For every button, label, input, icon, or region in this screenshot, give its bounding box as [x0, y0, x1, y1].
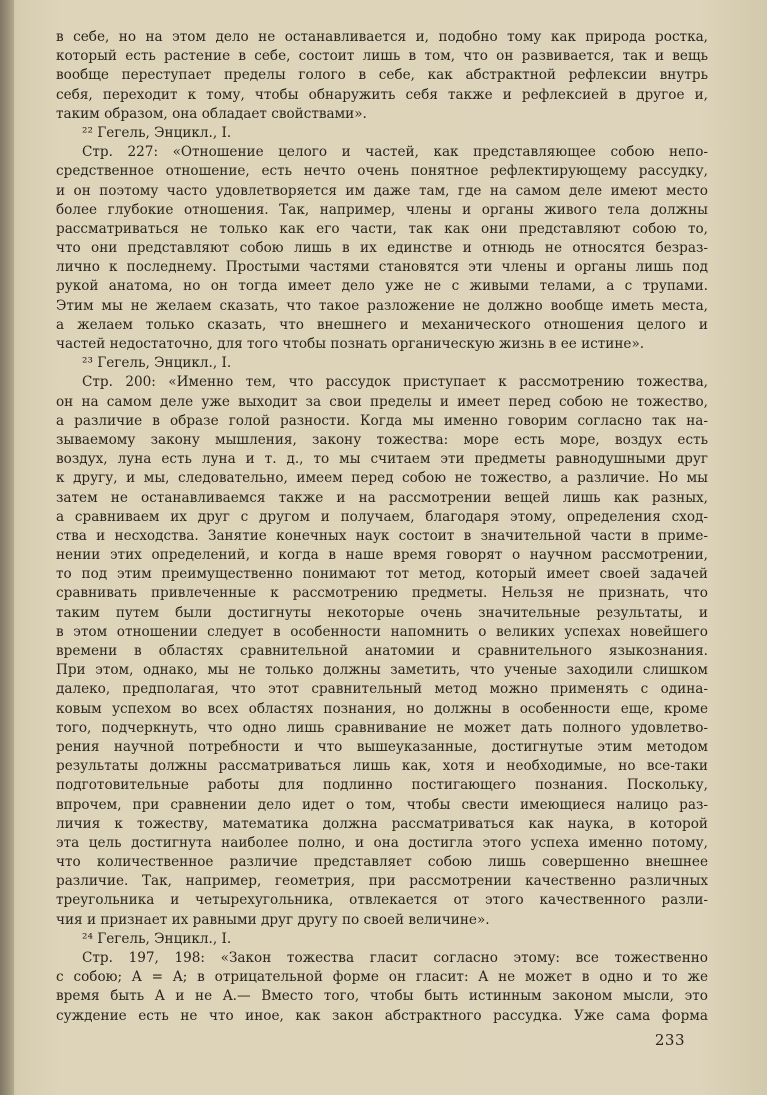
text-line: лично к последнему. Простыми частями становятся эти члены и органы лишь под [56, 259, 708, 276]
text-line: нении этих определений, и когда в наше время говорят о научном рассмотрении, [56, 547, 708, 564]
text-line: далеко, предполагая, что этот сравнительный метод можно применять с одина- [56, 681, 708, 698]
footnote-reference: ²⁴ Гегель, Энцикл., I. [82, 930, 232, 947]
text-line: суждение есть не что иное, как закон абстрактного рассудка. Уже сама форма [56, 1007, 708, 1024]
text-line: личия к тожеству, математика должна рассматриваться как наука, в которой [56, 815, 708, 832]
text-line: При этом, однако, мы не только должны заметить, что ученые заходили слишком [56, 662, 708, 679]
text-line: эта цель достигнута наиболее полно, и она достигла этого успеха именно потому, [56, 834, 708, 851]
text-line: различие. Так, например, геометрия, при рассмотрении качественно различных [56, 873, 708, 890]
text-line: Стр. 227: «Отношение целого и частей, как представляющее собою непо- [82, 144, 708, 161]
footnote-reference: ²³ Гегель, Энцикл., I. [82, 355, 232, 372]
text-line: средственное отношение, есть нечто очень понятное рефлектирующему рассудку, [56, 163, 708, 180]
text-line: к другу, и мы, следовательно, имеем перед собою не тожество, а различие. Но мы [56, 470, 708, 487]
text-line: рукой анатома, но он тогда имеет дело уже не с живыми телами, а с трупами. [56, 278, 708, 295]
text-line: впрочем, при сравнении дело идет о том, чтобы свести имеющиеся налицо раз- [56, 796, 708, 813]
page-number: 233 [654, 1031, 685, 1049]
text-line: ковым успехом во всех областях познания, но должны в особенности еще, кроме [56, 700, 708, 717]
text-line: Этим мы не желаем сказать, что такое разложение не должно вообще иметь места, [56, 297, 708, 314]
text-line: результаты должны рассматриваться лишь как, хотя и необходимые, но все-таки [56, 758, 708, 775]
text-line: время быть A и не A.— Вместо того, чтобы быть истинным законом мысли, это [56, 988, 708, 1005]
text-line: и он поэтому часто удовлетворяется им даже там, где на самом деле имеют место [56, 182, 708, 199]
text-line: частей недостаточно, для того чтобы познать органическую жизнь в ее истине». [56, 336, 645, 352]
text-line: подготовительные работы для подлинно постигающего познания. Поскольку, [56, 777, 708, 794]
text-line: с собою; A = A; в отрицательной форме он гласит: A не может в одно и то же [56, 969, 708, 986]
text-line: таким образом, она обладает свойствами». [56, 105, 367, 122]
text-line: таким путем были достигнуты некоторые очень значительные результаты, и [56, 604, 708, 621]
text-line: а желаем только сказать, что внешнего и механического отношения целого и [56, 316, 708, 333]
text-line: то под этим преимущественно понимают тот метод, который имеет своей задачей [56, 566, 708, 583]
text-line: времени в областях сравнительной анатомии и сравнительного языкознания. [56, 643, 708, 659]
text-line: что они представляют собою лишь в их единстве и отнюдь не относятся безраз- [56, 240, 708, 257]
text-line: а сравниваем их друг с другом и получаем, благодаря этому, определения сход- [56, 508, 708, 525]
text-line: того, подчеркнуть, что одно лишь сравнивание не может дать полного удовлетво- [56, 719, 708, 736]
text-line: Стр. 200: «Именно тем, что рассудок приступает к рассмотрению тожества, [82, 374, 708, 391]
page-spine-shadow [0, 0, 14, 1095]
text-line: Стр. 197, 198: «Закон тожества гласит согласно этому: все тожественно [82, 950, 708, 966]
text-line: в этом отношении следует в особенности напомнить о великих успехах новейшего [56, 623, 708, 640]
text-line: который есть растение в себе, состоит лишь в том, что он развивается, так и вещь [56, 48, 708, 65]
text-line: рения научной потребности и что вышеуказанные, достигнутые этим методом [56, 738, 708, 755]
text-line: более глубокие отношения. Так, например, члены и органы живого тела должны [56, 201, 708, 218]
text-line: что количественное различие представляет собою лишь совершенно внешнее [56, 854, 708, 871]
text-line: треугольника и четырехугольника, отвлекается от этого качественного разли- [56, 892, 708, 909]
text-line: рассматриваться не только как его части, так как они представляют собою то, [56, 220, 708, 237]
text-line: а различие в образе голой разности. Когда мы именно говорим согласно так на- [56, 412, 708, 429]
text-line: вообще переступает пределы голого в себе, как абстрактной рефлексии внутрь [56, 67, 708, 84]
text-line: ства и несходства. Занятие конечных наук состоит в значительной части в приме- [56, 527, 708, 544]
footnote-reference: ²² Гегель, Энцикл., I. [82, 124, 232, 141]
text-line: в себе, но на этом дело не останавливается и, подобно тому как природа ростка, [56, 29, 708, 45]
page-text [56, 28, 708, 1026]
text-line: сравнивать привлеченные к рассмотрению предметы. Нельзя не признать, что [56, 585, 708, 602]
text-line: чия и признает их равными друг другу по своей величине». [56, 911, 490, 928]
text-line: затем не останавливаемся также и на рассмотрении вещей лишь как разных, [56, 489, 708, 506]
text-line: себя, переходит к тому, чтобы обнаружить себя также и рефлексией в другое и, [56, 86, 708, 103]
text-line: зываемому закону мышления, закону тожества: море есть море, воздух есть [56, 431, 708, 448]
text-line: воздух, луна есть луна и т. д., то мы считаем эти предметы равнодушными друг [56, 451, 708, 468]
text-line: он на самом деле уже выходит за свои пределы и имеет перед собою не тожество, [56, 393, 708, 410]
